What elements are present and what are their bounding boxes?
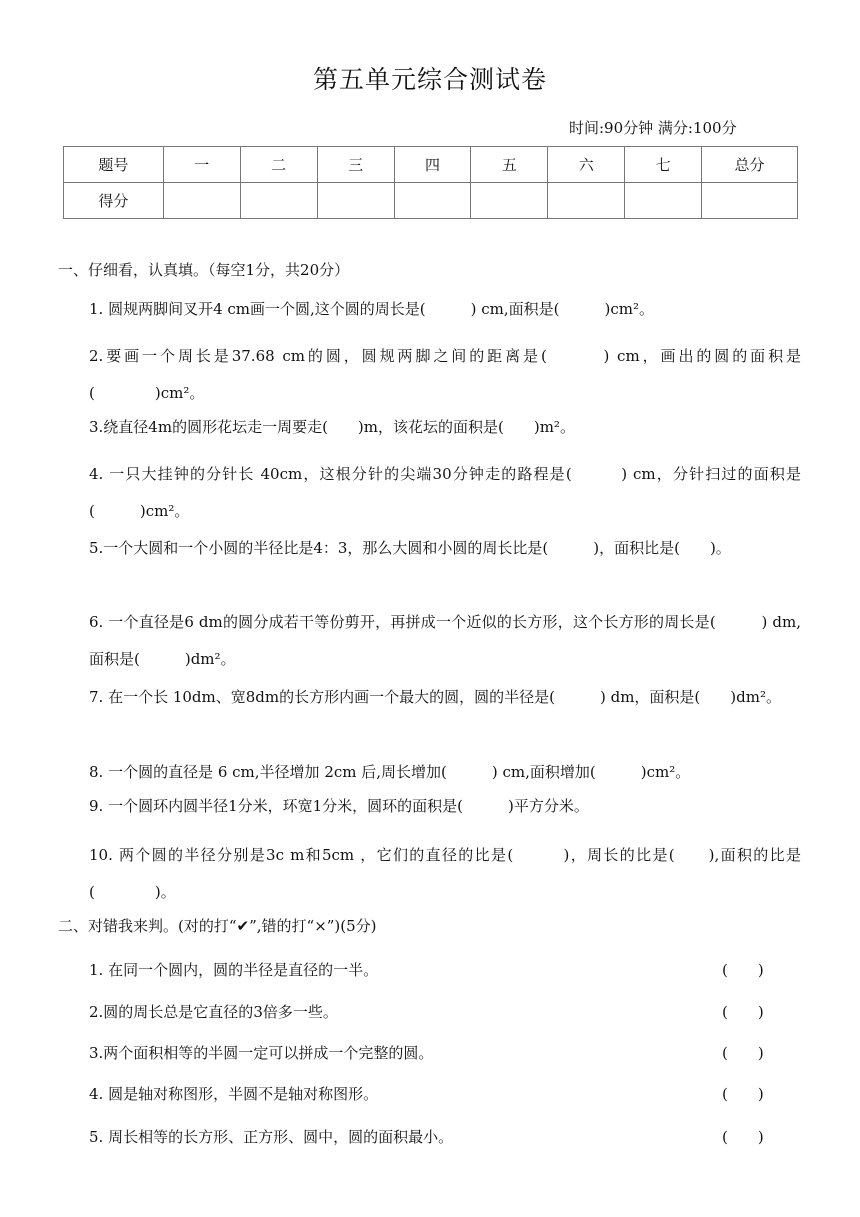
judge-item-3: 3.两个面积相等的半圆一定可以拼成一个完整的圆。 bbox=[89, 1044, 434, 1062]
score-input-cell[interactable] bbox=[163, 183, 240, 219]
section1-heading: 一、仔细看，认真填。（每空1分，共20分） bbox=[58, 261, 350, 279]
judge-answer-paren-5[interactable]: ( ) bbox=[722, 1128, 764, 1146]
score-header-cell: 六 bbox=[548, 147, 625, 183]
fill-question-3: 3.绕直径4m的圆形花坛走一周要走( )m，该花坛的面积是( )m²。 bbox=[89, 418, 575, 436]
fill-question-10: 10. 两个圆的半径分别是3c m和5cm ，它们的直径的比是( )，周长的比是( ),面积的比是( )。 bbox=[89, 846, 801, 901]
fill-question-1: 1. 圆规两脚间叉开4 cm画一个圆,这个圆的周长是( ) cm,面积是( )cm²。 bbox=[89, 300, 654, 318]
fill-question-7: 7. 在一个长 10dm、宽8dm的长方形内画一个最大的圆，圆的半径是( ) dm，面积是( )dm²。 bbox=[89, 688, 781, 706]
judge-item-2: 2.圆的周长总是它直径的3倍多一些。 bbox=[89, 1003, 338, 1021]
score-input-cell[interactable] bbox=[394, 183, 471, 219]
fill-question-6: 6. 一个直径是6 dm的圆分成若干等份剪开，再拼成一个近似的长方形，这个长方形的周长是( ) dm,面积是( )dm²。 bbox=[89, 613, 801, 668]
score-header-cell: 七 bbox=[625, 147, 702, 183]
score-table-score-row bbox=[64, 183, 798, 219]
score-input-cell[interactable] bbox=[702, 183, 798, 219]
score-input-cell[interactable] bbox=[317, 183, 394, 219]
page-title: 第五单元综合测试卷 bbox=[312, 65, 547, 94]
score-header-cell: 三 bbox=[317, 147, 394, 183]
score-input-cell[interactable] bbox=[240, 183, 317, 219]
fill-question-2: 2.要画一个周长是37.68 cm的圆，圆规两脚之间的距离是( ) cm，画出的圆的面积是( )cm²。 bbox=[89, 347, 801, 402]
score-header-cell: 四 bbox=[394, 147, 471, 183]
fill-question-8: 8. 一个圆的直径是 6 cm,半径增加 2cm 后,周长增加( ) cm,面积增加( )cm²。 bbox=[89, 763, 691, 781]
score-input-cell[interactable] bbox=[471, 183, 548, 219]
fill-question-9: 9. 一个圆环内圆半径1分米，环宽1分米，圆环的面积是( )平方分米。 bbox=[89, 797, 589, 815]
score-input-cell[interactable] bbox=[548, 183, 625, 219]
judge-answer-paren-1[interactable]: ( ) bbox=[722, 961, 764, 979]
score-input-cell[interactable] bbox=[625, 183, 702, 219]
judge-answer-paren-4[interactable]: ( ) bbox=[722, 1085, 764, 1103]
exam-meta: 时间:90分钟 满分:100分 bbox=[569, 119, 737, 137]
score-header-cell: 总分 bbox=[702, 147, 798, 183]
judge-answer-paren-2[interactable]: ( ) bbox=[722, 1003, 764, 1021]
fill-question-5: 5.一个大圆和一个小圆的半径比是4：3，那么大圆和小圆的周长比是( )，面积比是( )。 bbox=[89, 539, 731, 557]
judge-answer-paren-3[interactable]: ( ) bbox=[722, 1044, 764, 1062]
judge-item-5: 5. 周长相等的长方形、正方形、圆中，圆的面积最小。 bbox=[89, 1128, 454, 1146]
score-header-cell: 题号 bbox=[64, 147, 164, 183]
score-header-cell: 二 bbox=[240, 147, 317, 183]
score-header-cell: 一 bbox=[163, 147, 240, 183]
judge-item-1: 1. 在同一个圆内，圆的半径是直径的一半。 bbox=[89, 961, 379, 979]
fill-question-4: 4. 一只大挂钟的分针长 40cm，这根分针的尖端30分钟走的路程是( ) cm，分针扫过的面积是( )cm²。 bbox=[89, 465, 801, 520]
score-header-cell: 五 bbox=[471, 147, 548, 183]
section2-heading: 二、对错我来判。(对的打“✔”,错的打“×”)(5分) bbox=[58, 917, 377, 935]
score-table-header-row bbox=[64, 147, 798, 183]
score-row-label: 得分 bbox=[64, 183, 164, 219]
score-table bbox=[63, 146, 798, 219]
judge-item-4: 4. 圆是轴对称图形，半圆不是轴对称图形。 bbox=[89, 1085, 379, 1103]
